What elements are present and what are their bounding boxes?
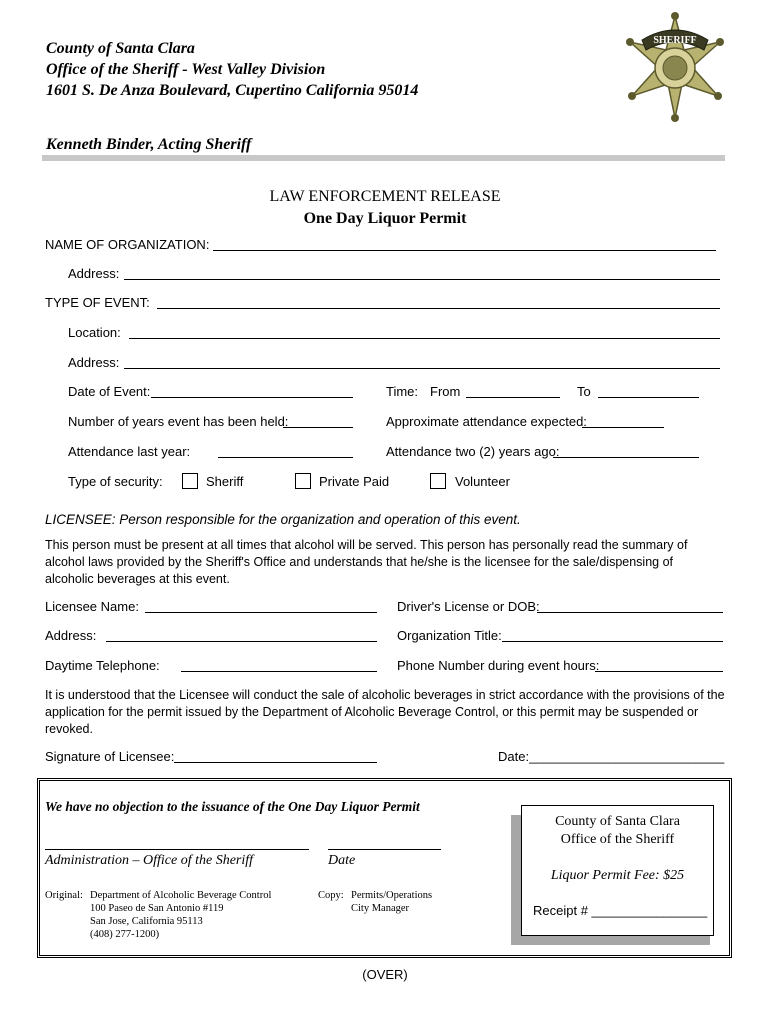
years-held-label: Number of years event has been held: (68, 414, 289, 429)
county-name: County of Santa Clara (46, 40, 195, 57)
org-address-label: Address: (68, 266, 120, 281)
signature-label: Signature of Licensee: (45, 749, 175, 764)
copy-recipient-line-1: Permits/Operations (351, 890, 433, 901)
security-sheriff-label: Sheriff (206, 474, 244, 489)
receipt-number-field[interactable]: Receipt # ________________ (533, 903, 708, 918)
name-of-organization-label: NAME OF ORGANIZATION: (45, 237, 210, 252)
approx-attendance-field[interactable] (582, 427, 664, 428)
drivers-license-field[interactable] (537, 612, 723, 613)
time-from-field[interactable] (466, 397, 560, 398)
copy-label: Copy: (318, 890, 344, 901)
fee-box-county: County of Santa Clara (555, 814, 680, 829)
organization-title-label: Organization Title: (397, 628, 502, 643)
administration-date-field[interactable] (328, 849, 441, 850)
office-address: 1601 S. De Anza Boulevard, Cupertino California 95014 (46, 82, 419, 99)
attendance-last-year-label: Attendance last year: (68, 444, 191, 459)
time-label: Time: (386, 384, 419, 399)
date-of-event-label: Date of Event: (68, 384, 151, 399)
original-label: Original: (45, 890, 83, 901)
form-title: LAW ENFORCEMENT RELEASE (269, 188, 501, 205)
badge-text: SHERIFF (653, 35, 697, 46)
division-name: Office of the Sheriff - West Valley Division (46, 61, 326, 78)
location-label: Location: (68, 325, 121, 340)
org-address-field[interactable] (124, 279, 720, 280)
security-private-paid-label: Private Paid (319, 474, 390, 489)
acting-sheriff: Kenneth Binder, Acting Sheriff (46, 136, 252, 153)
type-of-event-field[interactable] (157, 308, 720, 309)
event-address-label: Address: (68, 355, 120, 370)
original-recipient-line-2: 100 Paseo de San Antonio #119 (90, 903, 224, 914)
event-phone-field[interactable] (595, 671, 723, 672)
years-held-field[interactable] (283, 427, 353, 428)
time-to-label: To (577, 384, 591, 399)
licensee-address-field[interactable] (106, 641, 377, 642)
licensee-name-label: Licensee Name: (45, 599, 139, 614)
approx-attendance-label: Approximate attendance expected: (386, 414, 587, 429)
security-volunteer-checkbox[interactable] (430, 473, 446, 489)
type-of-event-label: TYPE OF EVENT: (45, 295, 150, 310)
name-of-organization-field[interactable] (213, 250, 716, 251)
daytime-telephone-field[interactable] (181, 671, 377, 672)
event-address-field[interactable] (124, 368, 720, 369)
signature-date[interactable]: Date:___________________________ (498, 749, 725, 764)
header-rule (42, 155, 725, 161)
security-sheriff-checkbox[interactable] (182, 473, 198, 489)
original-recipient-line-1: Department of Alcoholic Beverage Control (90, 890, 272, 901)
over-indicator: (OVER) (362, 967, 408, 982)
security-private-paid-checkbox[interactable] (295, 473, 311, 489)
attendance-last-year-field[interactable] (218, 457, 353, 458)
time-to-field[interactable] (598, 397, 699, 398)
copy-recipient-line-2: City Manager (351, 903, 410, 914)
liquor-permit-fee: Liquor Permit Fee: $25 (550, 868, 685, 883)
date-of-event-field[interactable] (151, 397, 353, 398)
administration-label: Administration – Office of the Sheriff (45, 853, 254, 868)
original-recipient-line-4: (408) 277-1200) (90, 929, 160, 940)
administration-signature-field[interactable] (45, 849, 309, 850)
time-from-label: From (430, 384, 461, 399)
licensee-agreement-text: It is understood that the Licensee will conduct the sale of alcoholic beverages in strict accordance with the provisions of the application for the permit issued by the Department of Alcoholic Beverage Control, or this permit may be suspended or revoked. (45, 688, 725, 736)
fee-box-office: Office of the Sheriff (560, 832, 675, 847)
signature-field[interactable] (174, 762, 377, 763)
organization-title-field[interactable] (502, 641, 723, 642)
licensee-name-field[interactable] (145, 612, 377, 613)
location-field[interactable] (129, 338, 720, 339)
security-volunteer-label: Volunteer (455, 474, 510, 489)
type-of-security-label: Type of security: (68, 474, 163, 489)
attendance-two-years-label: Attendance two (2) years ago: (386, 444, 560, 459)
event-phone-label: Phone Number during event hours: (397, 658, 600, 673)
attendance-two-years-field[interactable] (553, 457, 699, 458)
original-recipient-line-3: San Jose, California 95113 (90, 916, 203, 927)
daytime-telephone-label: Daytime Telephone: (45, 658, 160, 673)
drivers-license-label: Driver's License or DOB: (397, 599, 540, 614)
no-objection-statement: We have no objection to the issuance of the One Day Liquor Permit (45, 799, 420, 814)
form-subtitle: One Day Liquor Permit (303, 210, 467, 227)
administration-date-label: Date (328, 853, 356, 868)
licensee-address-label: Address: (45, 628, 97, 643)
licensee-heading: LICENSEE: Person responsible for the organization and operation of this event. (45, 512, 521, 527)
sheriff-star-badge-icon (622, 12, 728, 122)
licensee-requirements-text: This person must be present at all times that alcohol will be served. This person has personally read the summary of alcohol laws provided by the Sheriff's Office and understands that he/she is the licensee for the sale/dispensing of alcoholic beverages at this event. (45, 538, 688, 586)
